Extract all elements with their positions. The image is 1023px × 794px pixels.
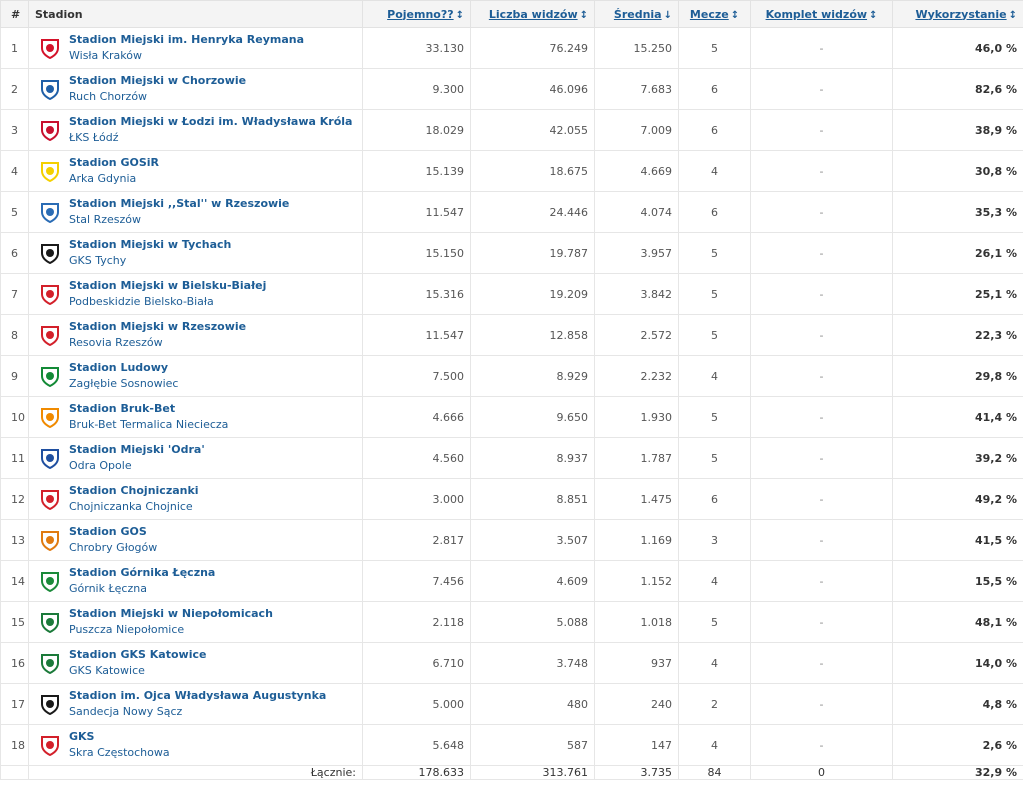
sellouts-cell: -	[751, 28, 893, 69]
table-row	[1, 684, 1023, 725]
table-row	[1, 479, 1023, 520]
average-cell: 1.018	[595, 602, 679, 643]
utilization-cell: 49,2 %	[893, 479, 1023, 520]
table-row	[1, 397, 1023, 438]
matches-cell: 5	[679, 315, 751, 356]
attendance-cell: 3.507	[471, 520, 595, 561]
club-name-link[interactable]: GKS Katowice	[69, 664, 145, 677]
utilization-cell: 41,5 %	[893, 520, 1023, 561]
capacity-cell: 2.118	[363, 602, 471, 643]
attendance-cell: 24.446	[471, 192, 595, 233]
sellouts-cell: -	[751, 520, 893, 561]
stadium-cell	[29, 520, 363, 561]
stadium-cell	[29, 356, 363, 397]
col-header-utilization[interactable]	[893, 1, 1023, 28]
rank-cell: 3	[1, 110, 29, 151]
rank-cell: 17	[1, 684, 29, 725]
stadium-name-link[interactable]: Stadion Miejski w Rzeszowie	[69, 320, 247, 333]
sort-both-icon[interactable]: ↕	[730, 9, 740, 21]
stadium-name-link[interactable]: Stadion Miejski w Tychach	[69, 238, 232, 251]
arka-crest-icon[interactable]	[39, 160, 61, 182]
rank-cell: 14	[1, 561, 29, 602]
stadium-name-link[interactable]: Stadion Górnika Łęczna	[69, 566, 216, 579]
capacity-cell: 7.500	[363, 356, 471, 397]
capacity-cell: 5.000	[363, 684, 471, 725]
table-row	[1, 28, 1023, 69]
rank-cell: 12	[1, 479, 29, 520]
chojniczanka-crest-icon[interactable]	[39, 488, 61, 510]
stadium-name-link[interactable]: Stadion Miejski w Bielsku-Białej	[69, 279, 267, 292]
rank-cell: 5	[1, 192, 29, 233]
matches-cell: 5	[679, 274, 751, 315]
matches-cell: 5	[679, 602, 751, 643]
table-row	[1, 438, 1023, 479]
attendance-sort-label[interactable]: Liczba widzów	[488, 7, 578, 21]
club-name-link[interactable]: GKS Tychy	[69, 254, 127, 267]
utilization-sort-label[interactable]: Wykorzystanie	[915, 7, 1007, 21]
sandecja-crest-icon[interactable]	[39, 693, 61, 715]
rank-cell: 9	[1, 356, 29, 397]
stadium-name-link[interactable]: Stadion GOS	[69, 525, 147, 538]
ruch-crest-icon[interactable]	[39, 78, 61, 100]
wisla-crest-icon[interactable]	[39, 37, 61, 59]
sellouts-cell: -	[751, 684, 893, 725]
attendance-cell: 3.748	[471, 643, 595, 684]
rank-cell: 1	[1, 28, 29, 69]
average-cell: 1.169	[595, 520, 679, 561]
average-cell: 3.957	[595, 233, 679, 274]
utilization-cell: 4,8 %	[893, 684, 1023, 725]
sellouts-cell: -	[751, 233, 893, 274]
sellouts-cell: -	[751, 479, 893, 520]
sellouts-sort-label[interactable]: Komplet widzów	[765, 7, 868, 21]
table-row	[1, 356, 1023, 397]
stadium-cell	[29, 438, 363, 479]
table-row	[1, 315, 1023, 356]
table-row	[1, 602, 1023, 643]
average-cell: 1.152	[595, 561, 679, 602]
attendance-cell: 12.858	[471, 315, 595, 356]
attendance-cell: 8.929	[471, 356, 595, 397]
club-name-link[interactable]: Odra Opole	[69, 459, 132, 472]
stadium-name-link[interactable]: Stadion Miejski im. Henryka Reymana	[69, 33, 305, 46]
club-name-link[interactable]: Puszcza Niepołomice	[69, 623, 185, 636]
table-row	[1, 725, 1023, 766]
average-cell: 1.930	[595, 397, 679, 438]
sellouts-cell: -	[751, 643, 893, 684]
sellouts-cell: -	[751, 397, 893, 438]
stadium-cell	[29, 479, 363, 520]
utilization-cell: 2,6 %	[893, 725, 1023, 766]
average-cell: 2.572	[595, 315, 679, 356]
average-cell: 15.250	[595, 28, 679, 69]
totals-empty-cell	[1, 766, 29, 780]
capacity-cell: 2.817	[363, 520, 471, 561]
utilization-cell: 38,9 %	[893, 110, 1023, 151]
club-name-link[interactable]: Sandecja Nowy Sącz	[69, 705, 183, 718]
col-header-capacity[interactable]	[363, 1, 471, 28]
average-cell: 4.669	[595, 151, 679, 192]
sellouts-cell: -	[751, 274, 893, 315]
club-name-link[interactable]: Zagłębie Sosnowiec	[69, 377, 179, 390]
attendance-cell: 4.609	[471, 561, 595, 602]
club-name-link[interactable]: Chojniczanka Chojnice	[69, 500, 193, 513]
attendance-cell: 587	[471, 725, 595, 766]
stadium-cell	[29, 151, 363, 192]
utilization-cell: 26,1 %	[893, 233, 1023, 274]
table-row	[1, 643, 1023, 684]
table-row	[1, 192, 1023, 233]
stadium-cell	[29, 274, 363, 315]
stadium-cell	[29, 233, 363, 274]
col-header-rank: #	[1, 1, 29, 28]
club-name-link[interactable]: Bruk-Bet Termalica Nieciecza	[69, 418, 229, 431]
average-cell: 1.787	[595, 438, 679, 479]
table-row	[1, 274, 1023, 315]
average-cell: 147	[595, 725, 679, 766]
attendance-cell: 480	[471, 684, 595, 725]
matches-cell: 6	[679, 479, 751, 520]
average-cell: 3.842	[595, 274, 679, 315]
rank-cell: 7	[1, 274, 29, 315]
average-sort-label[interactable]: Średnia	[613, 7, 662, 21]
attendance-cell: 19.787	[471, 233, 595, 274]
utilization-cell: 41,4 %	[893, 397, 1023, 438]
gornik-crest-icon[interactable]	[39, 570, 61, 592]
average-cell: 7.009	[595, 110, 679, 151]
col-header-sellouts[interactable]	[751, 1, 893, 28]
matches-cell: 6	[679, 69, 751, 110]
matches-cell: 4	[679, 151, 751, 192]
stadium-cell	[29, 725, 363, 766]
table-row	[1, 69, 1023, 110]
matches-cell: 4	[679, 643, 751, 684]
utilization-cell: 48,1 %	[893, 602, 1023, 643]
table-row	[1, 561, 1023, 602]
rank-cell: 8	[1, 315, 29, 356]
matches-cell: 6	[679, 192, 751, 233]
matches-cell: 6	[679, 110, 751, 151]
stadium-name-link[interactable]: Stadion Miejski w Łodzi im. Władysława Króla	[69, 115, 353, 128]
rank-cell: 18	[1, 725, 29, 766]
attendance-cell: 19.209	[471, 274, 595, 315]
utilization-cell: 35,3 %	[893, 192, 1023, 233]
capacity-cell: 9.300	[363, 69, 471, 110]
stadium-name-link[interactable]: Stadion Miejski 'Odra'	[69, 443, 205, 456]
matches-cell: 5	[679, 438, 751, 479]
utilization-cell: 46,0 %	[893, 28, 1023, 69]
stadium-name-link[interactable]: Stadion Miejski w Niepołomicach	[69, 607, 273, 620]
sellouts-cell: -	[751, 725, 893, 766]
matches-sort-label[interactable]: Mecze	[689, 7, 729, 21]
stadium-name-link[interactable]: Stadion im. Ojca Władysława Augustynka	[69, 689, 327, 702]
club-name-link[interactable]: Wisła Kraków	[69, 49, 142, 62]
sort-both-icon[interactable]: ↕	[579, 9, 588, 21]
totals-capacity: 178.633	[363, 766, 471, 780]
stadium-cell	[29, 684, 363, 725]
club-name-link[interactable]: Górnik Łęczna	[69, 582, 147, 595]
average-cell: 937	[595, 643, 679, 684]
sellouts-cell: -	[751, 315, 893, 356]
rank-cell: 15	[1, 602, 29, 643]
capacity-cell: 15.316	[363, 274, 471, 315]
club-name-link[interactable]: Resovia Rzeszów	[69, 336, 163, 349]
sellouts-cell: -	[751, 151, 893, 192]
stadium-name-link[interactable]: Stadion GOSiR	[69, 156, 160, 169]
attendance-cell: 9.650	[471, 397, 595, 438]
table-header-row	[1, 1, 1023, 28]
club-name-link[interactable]: Chrobry Głogów	[69, 541, 158, 554]
podbeskidzie-crest-icon[interactable]	[39, 283, 61, 305]
rank-cell: 13	[1, 520, 29, 561]
attendance-cell: 42.055	[471, 110, 595, 151]
capacity-cell: 18.029	[363, 110, 471, 151]
col-header-stadium: Stadion	[29, 1, 363, 28]
attendance-cell: 18.675	[471, 151, 595, 192]
sort-both-icon[interactable]: ↕	[1008, 9, 1017, 21]
attendance-cell: 8.851	[471, 479, 595, 520]
stadium-name-link[interactable]: Stadion Bruk-Bet	[69, 402, 176, 415]
matches-cell: 2	[679, 684, 751, 725]
capacity-cell: 7.456	[363, 561, 471, 602]
matches-cell: 5	[679, 28, 751, 69]
col-header-average[interactable]	[595, 1, 679, 28]
stadium-cell	[29, 602, 363, 643]
totals-label: Łącznie:	[29, 766, 363, 780]
sellouts-cell: -	[751, 438, 893, 479]
stadium-name-link[interactable]: GKS	[69, 730, 95, 743]
sellouts-cell: -	[751, 110, 893, 151]
capacity-sort-label[interactable]: Pojemno??	[387, 7, 454, 21]
sort-down-icon[interactable]: ↓	[663, 9, 672, 21]
sort-both-icon[interactable]: ↕	[869, 9, 878, 21]
capacity-cell: 4.560	[363, 438, 471, 479]
tychy-crest-icon[interactable]	[39, 242, 61, 264]
table-row	[1, 151, 1023, 192]
sellouts-cell: -	[751, 561, 893, 602]
capacity-cell: 3.000	[363, 479, 471, 520]
utilization-cell: 82,6 %	[893, 69, 1023, 110]
attendance-cell: 5.088	[471, 602, 595, 643]
stadium-cell	[29, 397, 363, 438]
rank-cell: 10	[1, 397, 29, 438]
club-name-link[interactable]: Arka Gdynia	[69, 172, 137, 185]
capacity-cell: 11.547	[363, 315, 471, 356]
stal-crest-icon[interactable]	[39, 201, 61, 223]
average-cell: 7.683	[595, 69, 679, 110]
utilization-cell: 15,5 %	[893, 561, 1023, 602]
stadium-name-link[interactable]: Stadion GKS Katowice	[69, 648, 207, 661]
capacity-cell: 33.130	[363, 28, 471, 69]
lks-crest-icon[interactable]	[39, 119, 61, 141]
sellouts-cell: -	[751, 602, 893, 643]
sellouts-cell: -	[751, 192, 893, 233]
utilization-cell: 30,8 %	[893, 151, 1023, 192]
club-name-link[interactable]: Skra Częstochowa	[69, 746, 170, 759]
stadium-cell	[29, 110, 363, 151]
utilization-cell: 29,8 %	[893, 356, 1023, 397]
odra-crest-icon[interactable]	[39, 447, 61, 469]
col-header-attendance[interactable]	[471, 1, 595, 28]
gks-katowice-crest-icon[interactable]	[39, 652, 61, 674]
sort-both-icon[interactable]: ↕	[455, 9, 464, 21]
totals-row	[1, 766, 1023, 780]
matches-cell: 5	[679, 233, 751, 274]
rank-cell: 2	[1, 69, 29, 110]
average-cell: 1.475	[595, 479, 679, 520]
stadium-cell	[29, 28, 363, 69]
zaglebie-crest-icon[interactable]	[39, 365, 61, 387]
matches-cell: 4	[679, 561, 751, 602]
attendance-cell: 76.249	[471, 28, 595, 69]
club-name-link[interactable]: ŁKS Łódź	[69, 131, 119, 144]
capacity-cell: 15.139	[363, 151, 471, 192]
stadium-cell	[29, 315, 363, 356]
totals-attendance: 313.761	[471, 766, 595, 780]
capacity-cell: 5.648	[363, 725, 471, 766]
matches-cell: 4	[679, 725, 751, 766]
utilization-cell: 22,3 %	[893, 315, 1023, 356]
table-row	[1, 110, 1023, 151]
totals-average: 3.735	[595, 766, 679, 780]
stadium-name-link[interactable]: Stadion Miejski ,,Stal'' w Rzeszowie	[69, 197, 290, 210]
stadium-cell	[29, 69, 363, 110]
puszcza-crest-icon[interactable]	[39, 611, 61, 633]
matches-cell: 5	[679, 397, 751, 438]
club-name-link[interactable]: Podbeskidzie Bielsko-Biała	[69, 295, 214, 308]
club-name-link[interactable]: Ruch Chorzów	[69, 90, 148, 103]
stadium-name-link[interactable]: Stadion Miejski w Chorzowie	[69, 74, 247, 87]
resovia-crest-icon[interactable]	[39, 324, 61, 346]
skra-crest-icon[interactable]	[39, 734, 61, 756]
stadium-name-link[interactable]: Stadion Ludowy	[69, 361, 169, 374]
rank-cell: 4	[1, 151, 29, 192]
table-row	[1, 520, 1023, 561]
capacity-cell: 4.666	[363, 397, 471, 438]
col-header-matches[interactable]	[679, 1, 751, 28]
stadium-cell	[29, 192, 363, 233]
chrobry-crest-icon[interactable]	[39, 529, 61, 551]
average-cell: 2.232	[595, 356, 679, 397]
rank-cell: 16	[1, 643, 29, 684]
table-row	[1, 233, 1023, 274]
termalica-crest-icon[interactable]	[39, 406, 61, 428]
sellouts-cell: -	[751, 356, 893, 397]
average-cell: 240	[595, 684, 679, 725]
average-cell: 4.074	[595, 192, 679, 233]
stadium-name-link[interactable]: Stadion Chojniczanki	[69, 484, 199, 497]
totals-sellouts: 0	[751, 766, 893, 780]
rank-cell: 11	[1, 438, 29, 479]
sellouts-cell: -	[751, 69, 893, 110]
rank-cell: 6	[1, 233, 29, 274]
totals-utilization: 32,9 %	[893, 766, 1023, 780]
utilization-cell: 14,0 %	[893, 643, 1023, 684]
utilization-cell: 39,2 %	[893, 438, 1023, 479]
capacity-cell: 11.547	[363, 192, 471, 233]
capacity-cell: 15.150	[363, 233, 471, 274]
totals-matches: 84	[679, 766, 751, 780]
stadium-cell	[29, 561, 363, 602]
attendance-cell: 8.937	[471, 438, 595, 479]
matches-cell: 4	[679, 356, 751, 397]
club-name-link[interactable]: Stal Rzeszów	[69, 213, 142, 226]
stadium-cell	[29, 643, 363, 684]
capacity-cell: 6.710	[363, 643, 471, 684]
matches-cell: 3	[679, 520, 751, 561]
utilization-cell: 25,1 %	[893, 274, 1023, 315]
attendance-cell: 46.096	[471, 69, 595, 110]
